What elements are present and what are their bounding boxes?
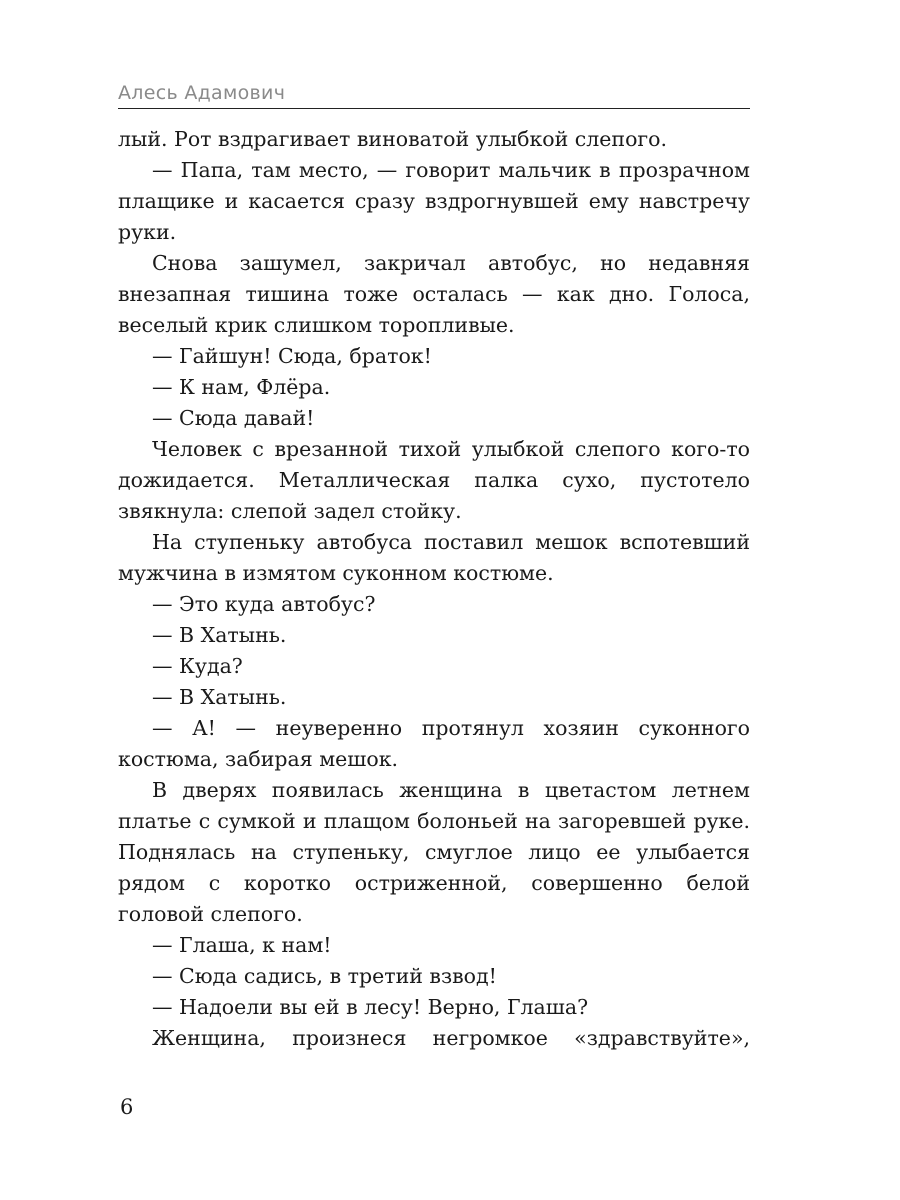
paragraph-14: В дверях появилась женщина в цветастом летнем платье с сумкой и плащом болоньей на загоревшей руке. Поднялась на ступеньку, смуглое лицо ее улыбается рядом с коротко остриженной, совершенно белой головой слепого. bbox=[118, 778, 750, 926]
header-rule bbox=[118, 108, 750, 109]
paragraph-9: — Это куда автобус? bbox=[152, 592, 376, 616]
paragraph-12: — В Хатынь. bbox=[152, 685, 287, 709]
paragraph-8: На ступеньку автобуса поставил мешок вспотевший мужчина в измятом суконном костюме. bbox=[118, 530, 750, 585]
paragraph-1: лый. Рот вздрагивает виноватой улыбкой слепого. bbox=[118, 127, 668, 151]
paragraph-17: — Надоели вы ей в лесу! Верно, Глаша? bbox=[152, 995, 589, 1019]
paragraph-11: — Куда? bbox=[152, 654, 243, 678]
paragraph-15: — Глаша, к нам! bbox=[152, 933, 332, 957]
paragraph-16: — Сюда садись, в третий взвод! bbox=[152, 964, 497, 988]
paragraph-7: Человек с врезанной тихой улыбкой слепого кого-то дожидается. Металлическая палка сухо, пустотело звякнула: слепой задел стойку. bbox=[118, 437, 750, 523]
body-text bbox=[118, 124, 750, 1054]
paragraph-2: — Папа, там место, — говорит мальчик в прозрачном плащике и касается сразу вздрогнувшей ему навстречу руки. bbox=[118, 158, 750, 244]
paragraph-4: — Гайшун! Сюда, браток! bbox=[152, 344, 432, 368]
paragraph-3: Снова зашумел, закричал автобус, но недавняя внезапная тишина тоже осталась — как дно. Голоса, веселый крик слишком торопливые. bbox=[118, 251, 750, 337]
paragraph-10: — В Хатынь. bbox=[152, 623, 287, 647]
page-number: 6 bbox=[120, 1095, 134, 1119]
running-head-author: Алесь Адамович bbox=[118, 82, 286, 104]
paragraph-18: Женщина, произнеся негромкое «здравствуйте», bbox=[152, 1026, 750, 1050]
paragraph-13: — А! — неуверенно протянул хозяин суконного костюма, забирая мешок. bbox=[118, 716, 750, 771]
paragraph-5: — К нам, Флёра. bbox=[152, 375, 331, 399]
paragraph-6: — Сюда давай! bbox=[152, 406, 315, 430]
